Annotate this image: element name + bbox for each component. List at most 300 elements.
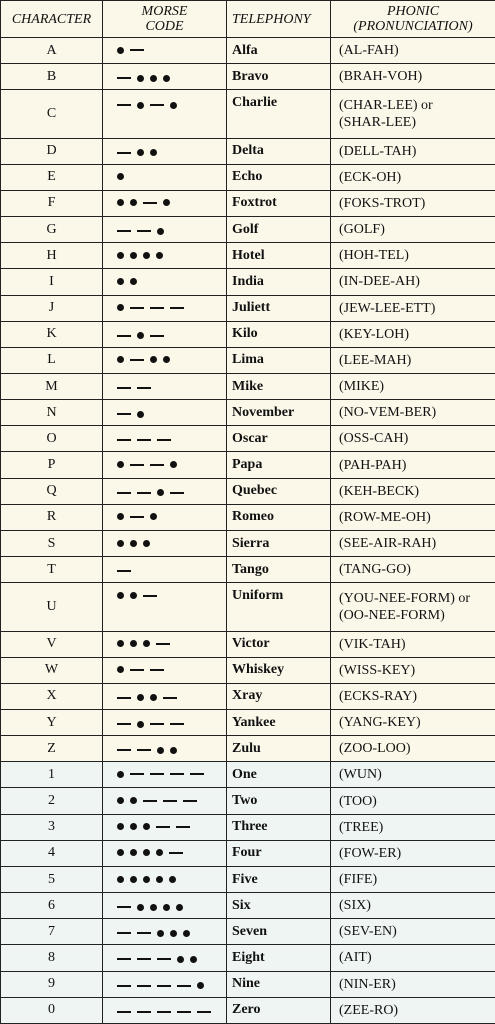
morse-dot	[130, 797, 137, 804]
telephony-cell	[227, 138, 331, 164]
telephony-word: Alfa	[232, 42, 258, 58]
header-morse-line2: CODE	[145, 19, 184, 34]
table-row	[1, 321, 495, 347]
telephony-cell	[227, 945, 331, 971]
phonic-pronunciation: (SIX)	[339, 898, 371, 914]
character-cell	[1, 557, 103, 583]
morse-dot	[170, 461, 177, 468]
character-cell	[1, 164, 103, 190]
morse-dot	[130, 823, 137, 830]
table-row	[1, 788, 495, 814]
character-label: G	[46, 221, 57, 237]
character-cell	[1, 321, 103, 347]
morse-dot	[197, 982, 204, 989]
table-row	[1, 90, 495, 138]
morse-dot	[137, 721, 144, 728]
morse-dot	[143, 540, 150, 547]
morse-dash	[117, 1011, 131, 1013]
morse-dash	[117, 749, 131, 751]
telephony-word: Zulu	[232, 740, 261, 756]
character-label: 1	[48, 766, 55, 782]
morse-cell	[103, 840, 227, 866]
header-telephony	[227, 1, 331, 38]
morse-code-symbols	[117, 564, 131, 578]
morse-code-symbols	[117, 872, 176, 886]
morse-dash	[117, 985, 131, 987]
telephony-word: Lima	[232, 352, 264, 368]
phonic-pronunciation: (SEE-AIR-RAH)	[339, 536, 437, 552]
table-row	[1, 736, 495, 762]
morse-code-symbols	[117, 510, 157, 524]
table-row	[1, 997, 495, 1023]
character-label: Y	[46, 714, 57, 730]
morse-cell	[103, 997, 227, 1023]
telephony-word: Six	[232, 897, 251, 913]
phonic-pronunciation: (WUN)	[339, 767, 382, 783]
phonic-pronunciation: (FOW-ER)	[339, 845, 402, 861]
phonic-cell	[331, 64, 495, 90]
character-cell	[1, 478, 103, 504]
morse-dash	[130, 464, 144, 466]
phonic-pronunciation: (SEV-EN)	[339, 924, 397, 940]
morse-cell	[103, 814, 227, 840]
telephony-cell	[227, 400, 331, 426]
morse-dot	[143, 823, 150, 830]
telephony-cell	[227, 736, 331, 762]
phonic-cell	[331, 452, 495, 478]
character-cell	[1, 788, 103, 814]
table-row	[1, 893, 495, 919]
telephony-cell	[227, 631, 331, 657]
morse-cell	[103, 64, 227, 90]
morse-dot	[117, 199, 124, 206]
morse-dot	[157, 228, 164, 235]
telephony-cell	[227, 452, 331, 478]
morse-dash	[170, 492, 184, 494]
morse-cell	[103, 190, 227, 216]
telephony-word: Golf	[232, 221, 259, 237]
morse-dot	[143, 640, 150, 647]
character-cell	[1, 997, 103, 1023]
telephony-cell	[227, 840, 331, 866]
table-row	[1, 426, 495, 452]
morse-code-symbols	[117, 196, 170, 210]
morse-code-symbols	[117, 407, 144, 421]
character-cell	[1, 243, 103, 269]
phonic-cell	[331, 788, 495, 814]
morse-code-symbols	[117, 381, 151, 395]
phonic-cell	[331, 657, 495, 683]
morse-cell	[103, 374, 227, 400]
table-row	[1, 814, 495, 840]
character-label: C	[46, 105, 57, 121]
phonic-pronunciation: (ECK-OH)	[339, 169, 402, 185]
morse-dot	[170, 102, 177, 109]
phonic-pronunciation: (LEE-MAH)	[339, 352, 412, 368]
morse-cell	[103, 90, 227, 138]
character-label: 4	[48, 845, 55, 861]
morse-dash	[117, 723, 131, 725]
morse-dot	[156, 252, 163, 259]
morse-code-symbols	[117, 353, 170, 367]
morse-dash	[169, 852, 183, 854]
table-row	[1, 840, 495, 866]
phonic-cell	[331, 736, 495, 762]
character-cell	[1, 814, 103, 840]
telephony-cell	[227, 478, 331, 504]
telephony-word: Bravo	[232, 68, 269, 84]
table-row	[1, 631, 495, 657]
phonic-pronunciation: (OSS-CAH)	[339, 431, 409, 447]
morse-dot	[157, 489, 164, 496]
morse-dash	[157, 1011, 171, 1013]
morse-dash	[163, 800, 177, 802]
morse-dot	[130, 640, 137, 647]
character-label: 2	[48, 793, 55, 809]
morse-dash	[130, 516, 144, 518]
morse-cell	[103, 347, 227, 373]
telephony-cell	[227, 683, 331, 709]
morse-dash	[143, 202, 157, 204]
morse-cell	[103, 736, 227, 762]
character-label: D	[46, 143, 57, 159]
telephony-word: Foxtrot	[232, 195, 277, 211]
character-label: E	[47, 169, 56, 185]
character-cell	[1, 426, 103, 452]
morse-cell	[103, 762, 227, 788]
phonic-cell	[331, 997, 495, 1023]
morse-dash	[137, 985, 151, 987]
phonic-pronunciation: (FIFE)	[339, 872, 378, 888]
morse-dot	[163, 199, 170, 206]
character-cell	[1, 38, 103, 64]
telephony-cell	[227, 919, 331, 945]
morse-dash	[190, 773, 204, 775]
phonic-pronunciation: (PAH-PAH)	[339, 457, 407, 473]
morse-dash	[117, 439, 131, 441]
telephony-cell	[227, 295, 331, 321]
telephony-cell	[227, 557, 331, 583]
phonic-pronunciation: (WISS-KEY)	[339, 662, 416, 678]
header-morse-code	[103, 1, 227, 38]
character-label: F	[47, 195, 56, 211]
telephony-cell	[227, 657, 331, 683]
header-phonic	[331, 1, 495, 38]
morse-dot	[130, 592, 137, 599]
morse-dash	[117, 104, 131, 106]
phonic-cell	[331, 138, 495, 164]
morse-dash	[176, 826, 190, 828]
morse-code-symbols	[117, 329, 164, 343]
phonic-pronunciation: (HOH-TEL)	[339, 248, 409, 264]
telephony-word: Xray	[232, 688, 263, 704]
table-row	[1, 164, 495, 190]
telephony-word: Zero	[232, 1002, 261, 1018]
morse-dash	[157, 985, 171, 987]
phonic-pronunciation: (FOKS-TROT)	[339, 195, 426, 211]
morse-dash	[137, 387, 151, 389]
morse-dash	[150, 307, 164, 309]
phonic-pronunciation: (JEW-LEE-ETT)	[339, 300, 436, 316]
morse-dash	[177, 1011, 191, 1013]
telephony-word: November	[232, 404, 295, 420]
morse-dot	[130, 876, 137, 883]
table-row	[1, 347, 495, 373]
table-row	[1, 657, 495, 683]
phonic-cell	[331, 710, 495, 736]
header-character-label: CHARACTER	[11, 11, 92, 27]
phonic-pronunciation: (CHAR-LEE) or	[339, 97, 433, 113]
morse-dash	[137, 230, 151, 232]
table-row	[1, 138, 495, 164]
morse-code-symbols	[117, 274, 137, 288]
telephony-word: Mike	[232, 378, 264, 394]
telephony-word: Echo	[232, 169, 263, 185]
morse-cell	[103, 504, 227, 530]
morse-dot	[150, 694, 157, 701]
telephony-cell	[227, 90, 331, 138]
morse-dot	[137, 411, 144, 418]
character-cell	[1, 530, 103, 556]
morse-code-symbols	[117, 663, 164, 677]
morse-dot	[156, 849, 163, 856]
table-row	[1, 945, 495, 971]
morse-dot	[157, 930, 164, 937]
morse-code-symbols	[117, 458, 177, 472]
table-row	[1, 971, 495, 997]
morse-dash	[137, 1011, 151, 1013]
morse-dot	[117, 278, 124, 285]
morse-dash	[150, 723, 164, 725]
telephony-cell	[227, 866, 331, 892]
morse-code-symbols	[117, 433, 171, 447]
morse-code-symbols	[117, 224, 164, 238]
morse-code-symbols	[117, 146, 157, 160]
telephony-word: Four	[232, 845, 262, 861]
morse-dot	[117, 797, 124, 804]
phonic-cell	[331, 530, 495, 556]
morse-dash	[130, 49, 144, 51]
phonic-cell	[331, 400, 495, 426]
morse-dot	[137, 694, 144, 701]
phonic-pronunciation: (KEY-LOH)	[339, 326, 409, 342]
character-label: O	[46, 430, 57, 446]
morse-dot	[163, 356, 170, 363]
telephony-word: Whiskey	[232, 662, 285, 678]
table-row	[1, 64, 495, 90]
morse-dash	[137, 492, 151, 494]
table-row	[1, 866, 495, 892]
morse-dot	[117, 771, 124, 778]
table-row	[1, 452, 495, 478]
telephony-word: One	[232, 766, 257, 782]
morse-dot	[117, 173, 124, 180]
phonic-pronunciation: (TOO)	[339, 793, 377, 809]
morse-dash	[117, 387, 131, 389]
telephony-cell	[227, 530, 331, 556]
phonic-cell	[331, 478, 495, 504]
character-label: X	[46, 688, 57, 704]
character-cell	[1, 452, 103, 478]
morse-dash	[177, 985, 191, 987]
morse-dash	[163, 697, 177, 699]
morse-dot	[190, 956, 197, 963]
phonic-pronunciation: (NO-VEM-BER)	[339, 405, 437, 421]
phonic-pronunciation: (ZOO-LOO)	[339, 741, 411, 757]
morse-dash	[150, 335, 164, 337]
morse-dash	[117, 697, 131, 699]
telephony-word: Nine	[232, 976, 260, 992]
morse-dash	[150, 773, 164, 775]
morse-dash	[150, 464, 164, 466]
telephony-cell	[227, 64, 331, 90]
phonic-pronunciation: (AL-FAH)	[339, 43, 399, 59]
morse-cell	[103, 138, 227, 164]
morse-dot	[170, 747, 177, 754]
phonic-cell	[331, 919, 495, 945]
morse-dot	[117, 47, 124, 54]
morse-code-symbols	[117, 301, 184, 315]
phonic-cell	[331, 374, 495, 400]
character-label: H	[46, 247, 57, 263]
character-cell	[1, 762, 103, 788]
morse-code-symbols	[117, 979, 204, 993]
telephony-cell	[227, 762, 331, 788]
morse-cell	[103, 919, 227, 945]
phonic-pronunciation: (NIN-ER)	[339, 976, 396, 992]
telephony-cell	[227, 814, 331, 840]
character-cell	[1, 631, 103, 657]
morse-cell	[103, 893, 227, 919]
telephony-word: Romeo	[232, 509, 274, 525]
phonic-cell	[331, 583, 495, 631]
character-cell	[1, 400, 103, 426]
morse-cell	[103, 321, 227, 347]
morse-dot	[117, 640, 124, 647]
morse-dash	[137, 749, 151, 751]
morse-cell	[103, 971, 227, 997]
morse-cell	[103, 583, 227, 631]
telephony-cell	[227, 38, 331, 64]
morse-dot	[130, 540, 137, 547]
phonic-cell	[331, 683, 495, 709]
character-cell	[1, 736, 103, 762]
character-label: 3	[48, 819, 55, 835]
phonic-cell	[331, 321, 495, 347]
phonic-cell	[331, 840, 495, 866]
table-row	[1, 919, 495, 945]
phonic-pronunciation: (YOU-NEE-FORM) or	[339, 590, 471, 606]
phonic-pronunciation-alt: (SHAR-LEE)	[339, 114, 416, 130]
morse-dot	[150, 904, 157, 911]
phonic-cell	[331, 426, 495, 452]
telephony-cell	[227, 321, 331, 347]
morse-cell	[103, 295, 227, 321]
character-label: W	[44, 662, 59, 678]
morse-dot	[117, 513, 124, 520]
character-label: K	[46, 326, 57, 342]
morse-code-symbols	[117, 767, 204, 781]
phonic-pronunciation: (IN-DEE-AH)	[339, 274, 420, 290]
morse-cell	[103, 243, 227, 269]
telephony-word: Two	[232, 793, 258, 809]
morse-cell	[103, 478, 227, 504]
character-label: B	[46, 68, 57, 84]
telephony-word: Yankee	[232, 714, 276, 730]
character-cell	[1, 710, 103, 736]
morse-dot	[117, 304, 124, 311]
telephony-cell	[227, 893, 331, 919]
morse-cell	[103, 400, 227, 426]
table-row	[1, 38, 495, 64]
phonic-cell	[331, 762, 495, 788]
morse-dash	[117, 906, 131, 908]
character-cell	[1, 866, 103, 892]
morse-dot	[169, 876, 176, 883]
character-cell	[1, 190, 103, 216]
telephony-word: Charlie	[232, 95, 278, 111]
character-cell	[1, 945, 103, 971]
morse-dot	[130, 252, 137, 259]
morse-dot	[137, 332, 144, 339]
morse-dot	[150, 149, 157, 156]
character-label: J	[48, 300, 55, 316]
telephony-cell	[227, 374, 331, 400]
morse-dash	[117, 77, 131, 79]
character-label: Z	[47, 740, 56, 756]
morse-dash	[137, 958, 151, 960]
morse-code-symbols	[117, 717, 184, 731]
morse-code-symbols	[117, 900, 183, 914]
phonic-cell	[331, 347, 495, 373]
morse-dash	[170, 307, 184, 309]
morse-cell	[103, 866, 227, 892]
table-row	[1, 583, 495, 631]
morse-code-symbols	[117, 486, 184, 500]
phonic-cell	[331, 164, 495, 190]
morse-dash	[143, 595, 157, 597]
table-row	[1, 243, 495, 269]
table-row	[1, 295, 495, 321]
morse-dash	[117, 152, 131, 154]
table-row	[1, 683, 495, 709]
character-label: S	[47, 535, 56, 551]
morse-dash	[130, 773, 144, 775]
morse-dash	[117, 335, 131, 337]
telephony-word: India	[232, 273, 264, 289]
morse-dot	[183, 930, 190, 937]
morse-cell	[103, 945, 227, 971]
morse-cell	[103, 631, 227, 657]
telephony-word: Seven	[232, 923, 267, 939]
phonic-cell	[331, 504, 495, 530]
telephony-cell	[227, 164, 331, 190]
morse-dash	[197, 1011, 211, 1013]
table-row	[1, 400, 495, 426]
morse-dash	[157, 958, 171, 960]
morse-dash	[117, 958, 131, 960]
phonic-cell	[331, 90, 495, 138]
telephony-word: Victor	[232, 636, 270, 652]
morse-dot	[130, 199, 137, 206]
morse-dash	[157, 439, 171, 441]
morse-cell	[103, 269, 227, 295]
morse-dash	[130, 359, 144, 361]
telephony-cell	[227, 217, 331, 243]
morse-dot	[117, 666, 124, 673]
morse-dash	[150, 104, 164, 106]
morse-code-symbols	[117, 248, 163, 262]
